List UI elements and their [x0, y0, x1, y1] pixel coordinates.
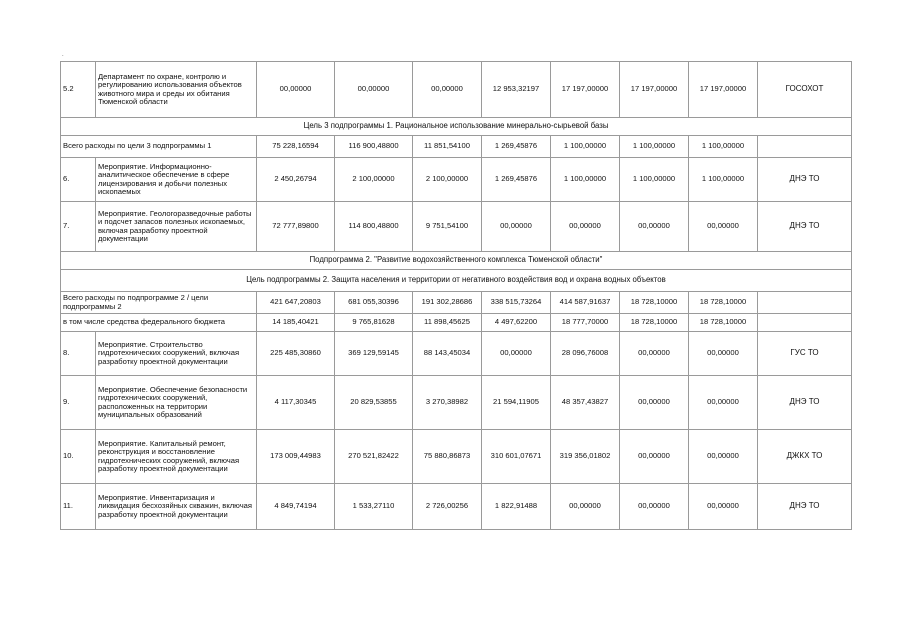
amount-cell: 270 521,82422	[335, 430, 413, 484]
amount-cell: 1 100,00000	[620, 158, 689, 202]
item-number: 11.	[61, 484, 96, 530]
item-name: Мероприятие. Обеспечение безопасности гидротехнических сооружений, расположенных на территории муниципальных образований	[96, 376, 257, 430]
total-label: Всего расходы по подпрограмме 2 / цели подпрограммы 2	[61, 292, 257, 314]
budget-table	[60, 61, 852, 530]
total-label: Всего расходы по цели 3 подпрограммы 1	[61, 136, 257, 158]
amount-cell: 1 533,27110	[335, 484, 413, 530]
responsible-cell	[758, 314, 852, 332]
amount-cell: 319 356,01802	[551, 430, 620, 484]
section-header-row	[61, 252, 852, 270]
responsible-cell: ГОСОХОТ	[758, 62, 852, 118]
table-row	[61, 202, 852, 252]
amount-cell: 00,00000	[551, 484, 620, 530]
amount-cell: 18 728,10000	[620, 314, 689, 332]
table-row	[61, 376, 852, 430]
amount-cell: 00,00000	[689, 484, 758, 530]
amount-cell: 1 269,45876	[482, 136, 551, 158]
amount-cell: 191 302,28686	[413, 292, 482, 314]
item-number: 5.2	[61, 62, 96, 118]
amount-cell: 00,00000	[482, 332, 551, 376]
amount-cell: 225 485,30860	[257, 332, 335, 376]
amount-cell: 11 851,54100	[413, 136, 482, 158]
amount-cell: 114 800,48800	[335, 202, 413, 252]
amount-cell: 72 777,89800	[257, 202, 335, 252]
amount-cell: 75 228,16594	[257, 136, 335, 158]
amount-cell: 28 096,76008	[551, 332, 620, 376]
amount-cell: 88 143,45034	[413, 332, 482, 376]
amount-cell: 17 197,00000	[620, 62, 689, 118]
item-name: Мероприятие. Геологоразведочные работы и подсчет запасов полезных ископаемых, включая разработку проектной документации	[96, 202, 257, 252]
responsible-cell: ДЖКХ ТО	[758, 430, 852, 484]
item-number: 9.	[61, 376, 96, 430]
amount-cell: 9 751,54100	[413, 202, 482, 252]
amount-cell: 18 728,10000	[620, 292, 689, 314]
amount-cell: 00,00000	[257, 62, 335, 118]
page-mark: .	[62, 52, 64, 58]
table-row	[61, 62, 852, 118]
amount-cell: 17 197,00000	[551, 62, 620, 118]
table-row	[61, 484, 852, 530]
amount-cell: 20 829,53855	[335, 376, 413, 430]
amount-cell: 21 594,11905	[482, 376, 551, 430]
amount-cell: 18 728,10000	[689, 292, 758, 314]
section-header-row	[61, 270, 852, 292]
amount-cell: 48 357,43827	[551, 376, 620, 430]
amount-cell: 4 849,74194	[257, 484, 335, 530]
amount-cell: 1 100,00000	[620, 136, 689, 158]
amount-cell: 3 270,38982	[413, 376, 482, 430]
responsible-cell: ДНЭ ТО	[758, 158, 852, 202]
amount-cell: 00,00000	[689, 332, 758, 376]
section-header: Подпрограмма 2. "Развитие водохозяйственного комплекса Тюменской области"	[61, 252, 852, 270]
amount-cell: 00,00000	[620, 332, 689, 376]
amount-cell: 00,00000	[335, 62, 413, 118]
total-label: в том числе средства федерального бюджета	[61, 314, 257, 332]
amount-cell: 18 777,70000	[551, 314, 620, 332]
amount-cell: 00,00000	[551, 202, 620, 252]
item-number: 8.	[61, 332, 96, 376]
amount-cell: 1 100,00000	[551, 158, 620, 202]
amount-cell: 1 100,00000	[551, 136, 620, 158]
responsible-cell: ДНЭ ТО	[758, 484, 852, 530]
amount-cell: 116 900,48800	[335, 136, 413, 158]
table-row	[61, 430, 852, 484]
item-name: Департамент по охране, контролю и регулированию использования объектов животного мира и среды их обитания Тюменской области	[96, 62, 257, 118]
item-number: 7.	[61, 202, 96, 252]
amount-cell: 369 129,59145	[335, 332, 413, 376]
item-name: Мероприятие. Строительство гидротехнических сооружений, включая разработку проектной документации	[96, 332, 257, 376]
amount-cell: 00,00000	[413, 62, 482, 118]
amount-cell: 338 515,73264	[482, 292, 551, 314]
amount-cell: 17 197,00000	[689, 62, 758, 118]
amount-cell: 1 822,91488	[482, 484, 551, 530]
amount-cell: 1 100,00000	[689, 136, 758, 158]
amount-cell: 1 100,00000	[689, 158, 758, 202]
total-row	[61, 136, 852, 158]
section-header: Цель подпрограммы 2. Защита населения и территории от негативного воздействия вод и охрана водных объектов	[61, 270, 852, 292]
amount-cell: 75 880,86873	[413, 430, 482, 484]
amount-cell: 681 055,30396	[335, 292, 413, 314]
responsible-cell: ГУС ТО	[758, 332, 852, 376]
section-header: Цель 3 подпрограммы 1. Рациональное использование минерально-сырьевой базы	[61, 118, 852, 136]
table-row	[61, 332, 852, 376]
amount-cell: 12 953,32197	[482, 62, 551, 118]
amount-cell: 1 269,45876	[482, 158, 551, 202]
item-number: 6.	[61, 158, 96, 202]
amount-cell: 00,00000	[482, 202, 551, 252]
amount-cell: 2 450,26794	[257, 158, 335, 202]
amount-cell: 9 765,81628	[335, 314, 413, 332]
total-row	[61, 292, 852, 314]
amount-cell: 2 100,00000	[413, 158, 482, 202]
amount-cell: 00,00000	[689, 376, 758, 430]
amount-cell: 00,00000	[620, 430, 689, 484]
amount-cell: 173 009,44983	[257, 430, 335, 484]
amount-cell: 00,00000	[620, 484, 689, 530]
responsible-cell	[758, 136, 852, 158]
responsible-cell: ДНЭ ТО	[758, 376, 852, 430]
amount-cell: 00,00000	[620, 202, 689, 252]
amount-cell: 11 898,45625	[413, 314, 482, 332]
amount-cell: 421 647,20803	[257, 292, 335, 314]
amount-cell: 00,00000	[689, 202, 758, 252]
amount-cell: 310 601,07671	[482, 430, 551, 484]
amount-cell: 00,00000	[689, 430, 758, 484]
item-name: Мероприятие. Информационно-аналитическое обеспечение в сфере лицензирования и добычи полезных ископаемых	[96, 158, 257, 202]
total-row	[61, 314, 852, 332]
item-name: Мероприятие. Инвентаризация и ликвидация бесхозяйных скважин, включая разработку проектной документации	[96, 484, 257, 530]
table-row	[61, 158, 852, 202]
amount-cell: 4 117,30345	[257, 376, 335, 430]
responsible-cell: ДНЭ ТО	[758, 202, 852, 252]
amount-cell: 4 497,62200	[482, 314, 551, 332]
amount-cell: 2 726,00256	[413, 484, 482, 530]
amount-cell: 414 587,91637	[551, 292, 620, 314]
amount-cell: 18 728,10000	[689, 314, 758, 332]
amount-cell: 2 100,00000	[335, 158, 413, 202]
section-header-row	[61, 118, 852, 136]
table-body	[61, 62, 852, 530]
item-number: 10.	[61, 430, 96, 484]
amount-cell: 14 185,40421	[257, 314, 335, 332]
amount-cell: 00,00000	[620, 376, 689, 430]
item-name: Мероприятие. Капитальный ремонт, реконструкция и восстановление гидротехнических сооружений, включая разработку проектной документации	[96, 430, 257, 484]
responsible-cell	[758, 292, 852, 314]
